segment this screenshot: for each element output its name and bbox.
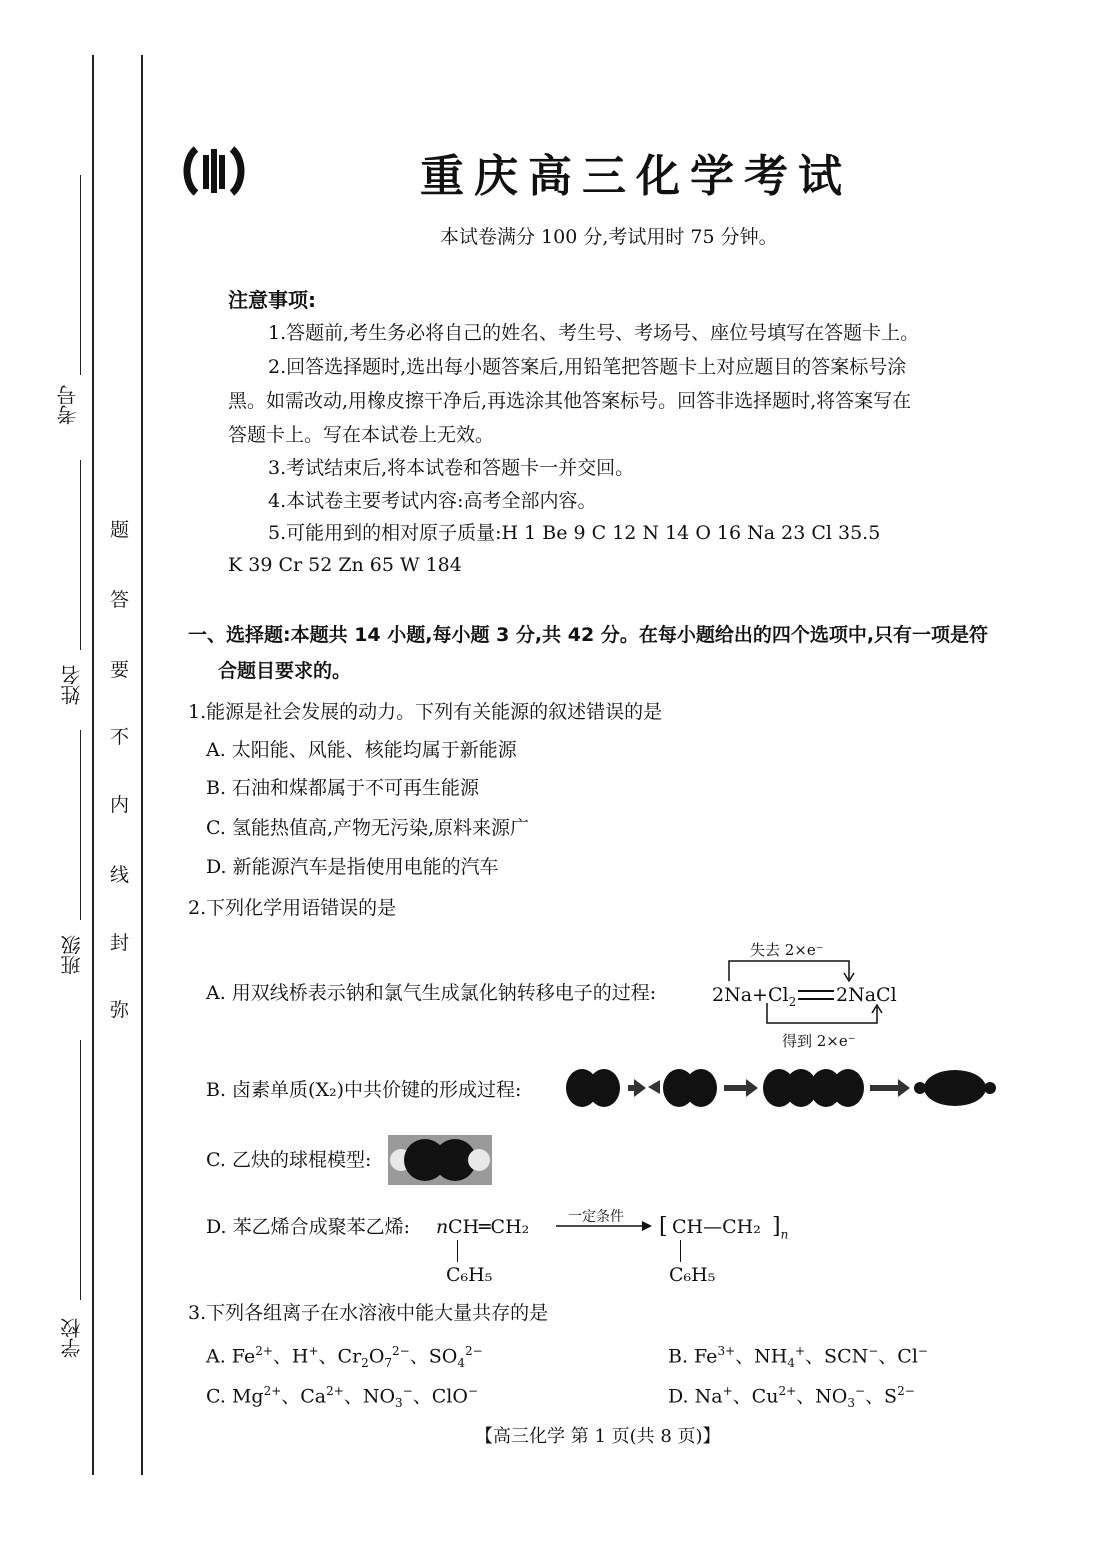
q2-option-c: C. 乙炔的球棍模型: [206,1149,372,1171]
q2-option-d: D. 苯乙烯合成聚苯乙烯: [206,1216,411,1238]
q2-stem: 2.下列化学用语错误的是 [188,897,397,919]
note-3: 3.考试结束后,将本试卷和答题卡一并交回。 [268,457,635,479]
seal-char: 封 [110,932,130,954]
q3-option-b: B. $Fe^{3+}$、$NH_4^+$、SCN−、Cl− [668,1344,928,1371]
note-5b: K 39 Cr 52 Zn 65 W 184 [228,554,462,576]
banji-blank [80,730,81,920]
seal-char: 不 [110,726,130,748]
seal-char: 题 [110,519,130,541]
section-heading-line2: 合题目要求的。 [218,660,352,682]
q2-d-bracket-left: [ [659,1214,668,1239]
xuexiao-label: 学校 [60,1318,84,1358]
note-5a: 5.可能用到的相对原子质量:H 1 Be 9 C 12 N 14 O 16 Na 23 Cl 35.5 [268,522,881,544]
atom-sphere [588,1069,620,1107]
atom-sphere [685,1069,717,1107]
q2-a-equation-right: 2NaCl [836,984,897,1006]
banji-label: 班级 [60,935,84,975]
arrow-right-icon [724,1085,748,1091]
acetylene-model-image [388,1135,492,1185]
q3-stem: 3.下列各组离子在水溶液中能大量共存的是 [188,1302,549,1324]
q2-option-b: B. 卤素单质(X₂)中共价键的形成过程: [206,1079,522,1101]
q2-a-eq-left-text: 2Na+Cl [712,984,789,1006]
q2-d-n-sub: n [780,1227,789,1242]
q2-d-substituent: C₆H₅ [446,1264,493,1286]
atom-small [984,1082,996,1094]
note-1: 1.答题前,考生务必将自己的姓名、考生号、考场号、座位号填写在答题卡上。 [268,322,920,344]
seal-char: 内 [110,794,130,816]
q1-option-d: D. 新能源汽车是指使用电能的汽车 [206,856,499,878]
q1-option-b: B. 石油和煤都属于不可再生能源 [206,777,480,799]
exam-logo-icon [182,143,246,199]
q3-option-d: D. Na+、$Cu^{2+}$、$NO_3^-$、$S^{2-}$ [668,1384,915,1411]
note-2c: 答题卡上。写在本试卷上无效。 [228,424,495,446]
arrow-right-icon [870,1085,900,1091]
page-title: 重庆高三化学考试 [420,151,852,202]
q2-d-n: n [436,1216,449,1238]
exam-subtitle: 本试卷满分 100 分,考试用时 75 分钟。 [440,226,778,248]
notes-heading: 注意事项: [228,288,316,312]
binding-line-inner [141,55,143,1475]
seal-char: 线 [110,864,130,886]
molecule-ellipse [924,1070,986,1106]
xingming-blank [80,460,81,650]
kaohao-label: 考号 [56,385,80,425]
page-footer: 【高三化学 第 1 页(共 8 页)】 [475,1426,721,1447]
q2-a-eq-subscript: 2 [788,994,797,1009]
seal-char: 弥 [110,999,130,1021]
seal-char: 要 [110,659,130,681]
q2-d-polymer-bond-line [680,1240,681,1262]
q3-option-a: A. $Fe^{2+}$、H+、$Cr_2O_7^{2-}$、$SO_4^{2-}$ [206,1344,483,1371]
q2-d-bracket-right: ]$_n$ [772,1214,789,1242]
q2-a-top-label: 失去 2×e⁻ [750,941,824,959]
note-4: 4.本试卷主要考试内容:高考全部内容。 [268,490,597,512]
q2-d-monomer: CH═CH₂ [448,1216,530,1238]
note-2b: 黑。如需改动,用橡皮擦干净后,再选涂其他答案标号。回答非选择题时,将答案写在 [228,390,912,412]
xingming-label: 姓名 [60,665,84,705]
q2-a-equal-sign [798,990,834,1000]
q2-d-bond-line [457,1240,458,1262]
reaction-arrow-icon [556,1220,656,1232]
xuexiao-blank [80,1040,81,1300]
note-2a: 2.回答选择题时,选出每小题答案后,用铅笔把答题卡上对应题目的答案标号涂 [268,356,907,378]
q2-d-condition: 一定条件 [568,1209,624,1225]
small-arrow-left-icon [648,1080,660,1094]
q2-d-polymer: CH—CH₂ [672,1216,761,1238]
section-heading-line1: 一、选择题:本题共 14 小题,每小题 3 分,共 42 分。在每小题给出的四个选项中,只有一项是符 [188,624,989,646]
q1-option-a: A. 太阳能、风能、核能均属于新能源 [206,739,517,761]
hydrogen-atom [468,1149,490,1171]
q1-option-c: C. 氢能热值高,产物无污染,原料来源广 [206,817,530,839]
seal-char: 答 [110,589,130,611]
kaohao-blank [80,175,81,375]
small-arrow-right-icon [628,1085,636,1091]
q1-stem: 1.能源是社会发展的动力。下列有关能源的叙述错误的是 [188,701,663,723]
q2-option-a: A. 用双线桥表示钠和氯气生成氯化钠转移电子的过程: [206,982,657,1004]
binding-line-outer [92,55,94,1475]
q3-option-c: C. $Mg^{2+}$、$Ca^{2+}$、$NO_3^-$、ClO− [206,1384,479,1411]
atom-sphere [832,1069,864,1107]
q2-a-bottom-label: 得到 2×e⁻ [782,1032,856,1050]
q2-d-polymer-substituent: C₆H₅ [669,1264,716,1286]
